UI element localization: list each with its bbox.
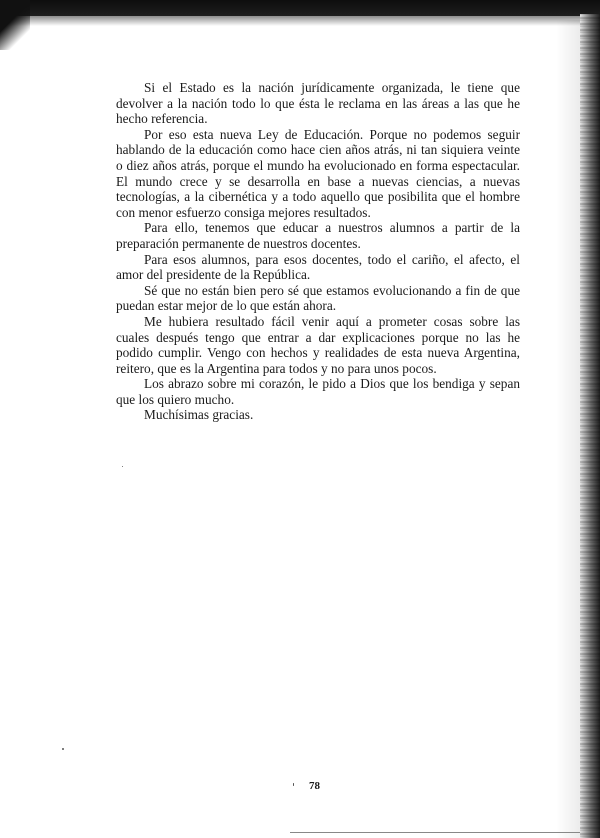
paragraph: Por eso esta nueva Ley de Educación. Porque no podemos seguir hablando de la educación como hace cien años atrás, ni tan siquiera veinte o diez años atrás, porque el mundo ha evolucionado en forma espectacular. El mundo crece y se desarrolla en base a nuevas ciencias, a nuevas tecnologías, a la cibernética y a todo aquello que posibilita que el hombre con menor esfuerzo consiga mejores resultados. <box>116 126 520 220</box>
page-gutter-shadow <box>556 20 580 838</box>
document-body <box>116 80 520 423</box>
scan-top-border <box>0 0 600 16</box>
scan-speck <box>62 748 64 750</box>
scan-top-shadow <box>0 16 600 26</box>
paragraph: Para ello, tenemos que educar a nuestros alumnos a partir de la preparación permanente de nuestros docentes. <box>116 220 520 251</box>
paragraph: Los abrazo sobre mi corazón, le pido a Dios que los bendiga y sepan que los quiero mucho. <box>116 376 520 407</box>
page-number: 78 <box>309 780 320 792</box>
paragraph: Me hubiera resultado fácil venir aquí a prometer cosas sobre las cuales después tengo que entrar a dar explicaciones porque no las he podido cumplir. Vengo con hechos y realidades de esta nueva Argentina, reitero, que es la Argentina para todos y no para unos pocos. <box>116 313 520 376</box>
paragraph: Si el Estado es la nación jurídicamente organizada, le tiene que devolver a la nación todo lo que ésta le reclama en las áreas a las que he hecho referencia. <box>116 80 520 127</box>
scan-speck <box>122 466 123 467</box>
scan-speck <box>293 783 294 786</box>
paragraph: Muchísimas gracias. <box>144 407 254 423</box>
scan-bottom-rule <box>290 832 580 833</box>
paragraph: Para esos alumnos, para esos docentes, todo el cariño, el afecto, el amor del presidente de la República. <box>116 251 520 283</box>
scan-left-corner <box>0 0 30 50</box>
scan-right-edge <box>580 14 600 838</box>
paragraph: Sé que no están bien pero sé que estamos evolucionando a fin de que puedan estar mejor de lo que están ahora. <box>116 282 520 314</box>
